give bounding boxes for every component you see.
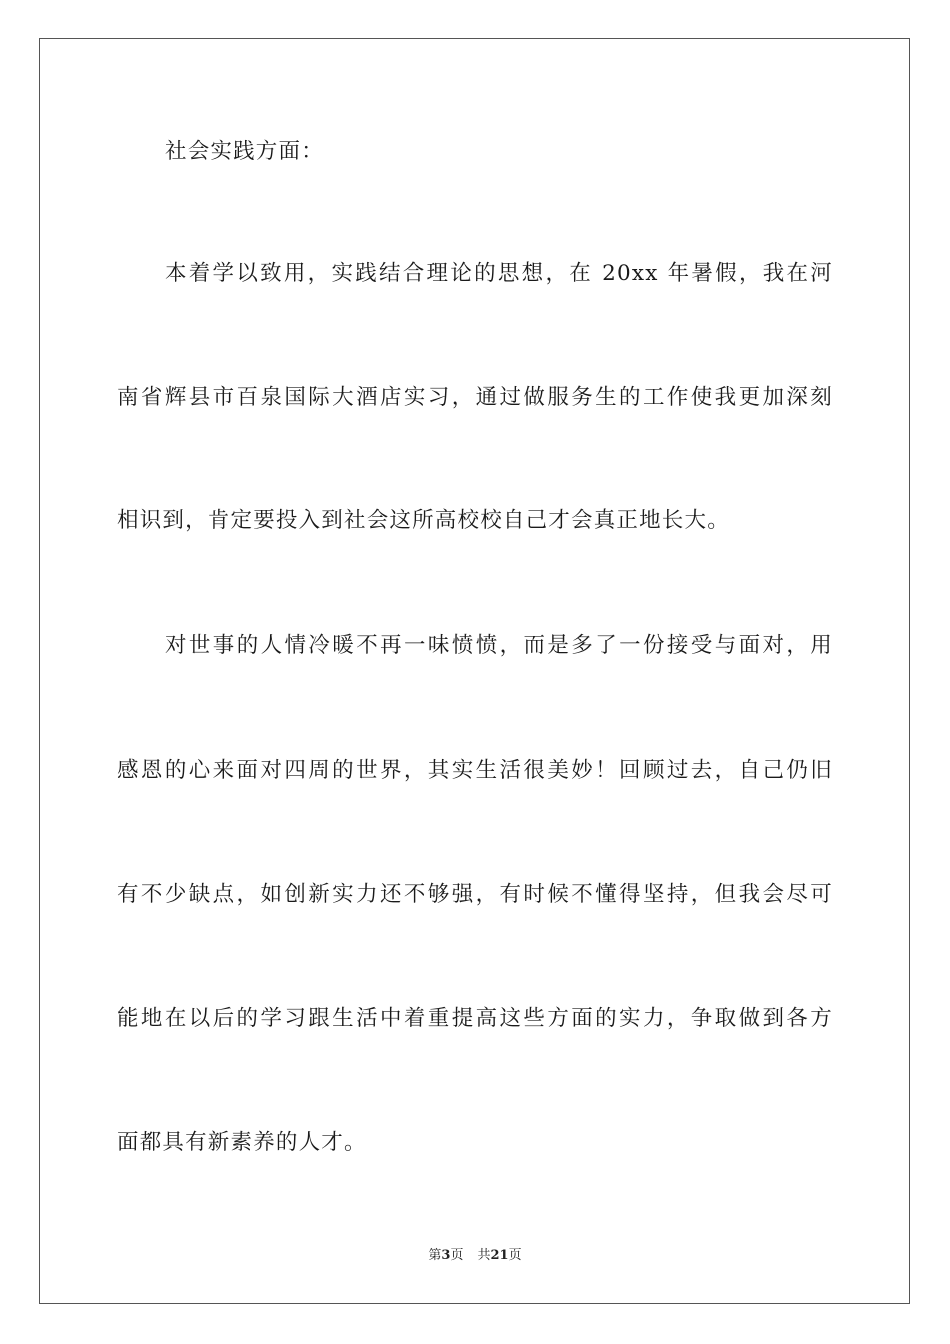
total-suffix: 页 — [508, 1248, 522, 1263]
paragraph-line: 对世事的人情冷暖不再一味愤愤，而是多了一份接受与面对，用 — [165, 633, 833, 658]
page-footer — [0, 1247, 950, 1265]
paragraph-line: 本着学以致用，实践结合理论的思想，在 20xx 年暑假，我在河 — [165, 261, 833, 286]
page-prefix: 第 — [428, 1248, 442, 1263]
total-prefix: 共 — [477, 1248, 491, 1263]
paragraph-line: 有不少缺点，如创新实力还不够强，有时候不懂得坚持，但我会尽可 — [117, 882, 833, 907]
page-number: 3 — [441, 1248, 451, 1263]
paragraph-line: 南省辉县市百泉国际大酒店实习，通过做服务生的工作使我更加深刻 — [117, 385, 833, 410]
total-pages: 21 — [490, 1248, 509, 1263]
paragraph-line: 面都具有新素养的人才。 — [117, 1130, 367, 1155]
page-frame — [39, 38, 910, 1304]
paragraph-line: 相识到，肯定要投入到社会这所高校校自己才会真正地长大。 — [117, 508, 730, 533]
paragraph-line: 能地在以后的学习跟生活中着重提高这些方面的实力，争取做到各方 — [117, 1006, 833, 1031]
page-suffix: 页 — [450, 1248, 464, 1263]
paragraph-line: 感恩的心来面对四周的世界，其实生活很美妙！回顾过去，自己仍旧 — [117, 758, 833, 783]
section-heading: 社会实践方面： — [165, 139, 324, 164]
